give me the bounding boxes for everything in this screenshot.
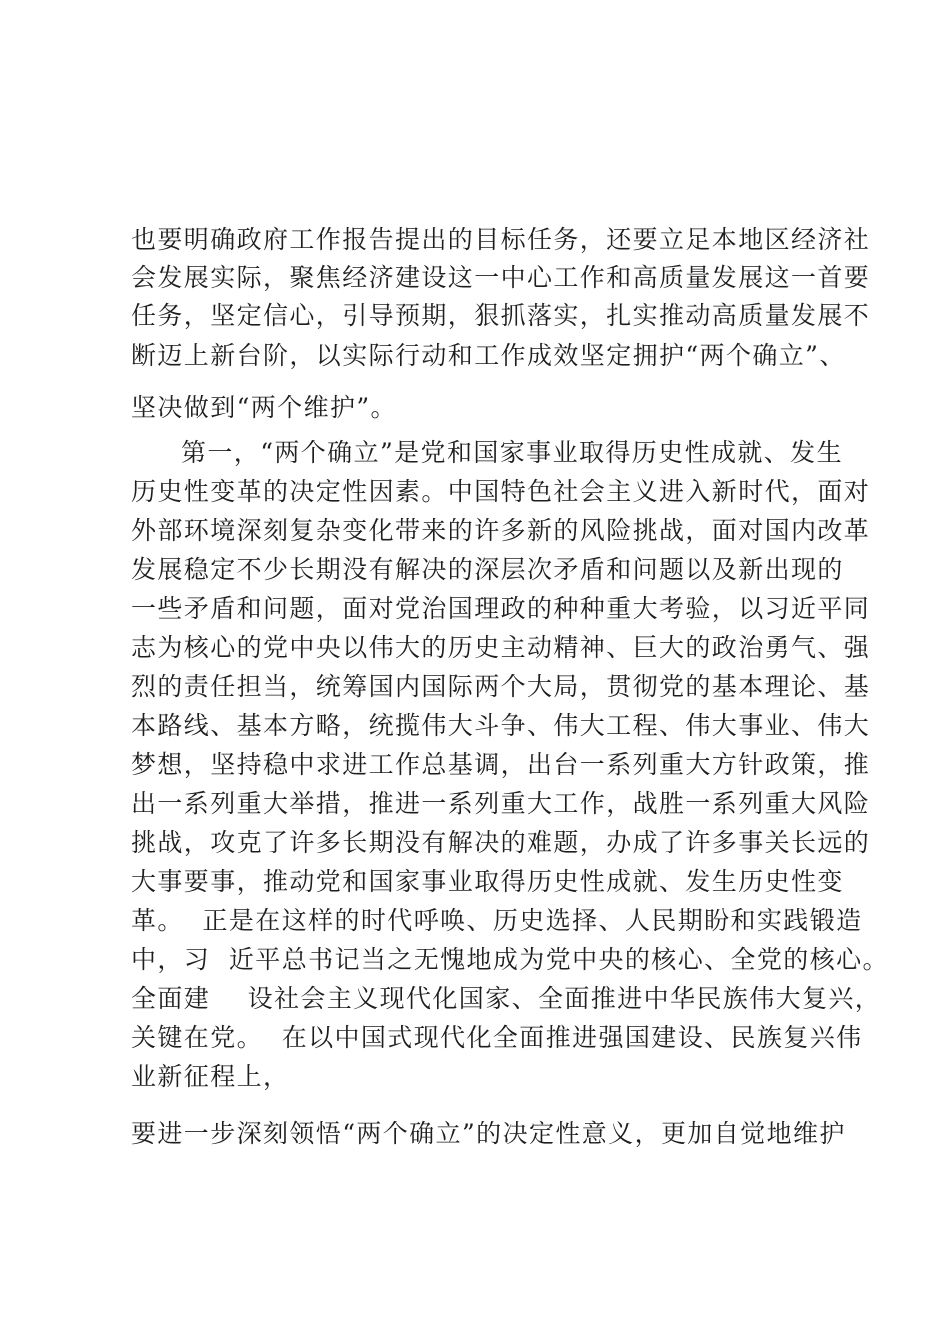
paragraph-line: 出一系列重大举措，推进一系列重大工作，战胜一系列重大风险 — [131, 789, 871, 818]
paragraph-line: 挑战，攻克了许多长期没有解决的难题，办成了许多事关长远的 — [131, 828, 871, 857]
paragraph-line: 全面建 设社会主义现代化国家、全面推进中华民族伟大复兴， — [131, 984, 882, 1013]
paragraph-line: 梦想，坚持稳中求进工作总基调，出台一系列重大方针政策，推 — [131, 750, 871, 779]
paragraph-line: 关键在党。 在以中国式现代化全面推进强国建设、民族复兴伟 — [131, 1023, 863, 1052]
paragraph-line: 革。 正是在这样的时代呼唤、历史选择、人民期盼和实践锻造 — [131, 906, 863, 935]
paragraph-line: 要进一步深刻领悟“两个确立”的决定性意义，更加自觉地维护 — [131, 1119, 846, 1148]
paragraph-line: 志为核心的党中央以伟大的历史主动精神、巨大的政治勇气、强 — [131, 633, 871, 662]
paragraph-line: 任务，坚定信心，引导预期，狠抓落实，扎实推动高质量发展不 — [131, 301, 871, 330]
paragraph-line: 断迈上新台阶，以实际行动和工作成效坚定拥护“两个确立”、 — [131, 341, 846, 370]
paragraph-line: 业新征程上， — [131, 1062, 290, 1091]
paragraph-line: 发展稳定不少长期没有解决的深层次矛盾和问题以及新出现的 — [131, 555, 844, 584]
paragraph-line: 本路线、基本方略，统揽伟大斗争、伟大工程、伟大事业、伟大 — [131, 711, 871, 740]
paragraph-line: 会发展实际，聚焦经济建设这一中心工作和高质量发展这一首要 — [131, 263, 871, 292]
paragraph-line: 第一，“两个确立”是党和国家事业取得历史性成就、发生 — [181, 438, 843, 467]
paragraph-line: 烈的责任担当，统筹国内国际两个大局，贯彻党的基本理论、基 — [131, 672, 871, 701]
paragraph-line: 外部环境深刻复杂变化带来的许多新的风险挑战，面对国内改革 — [131, 516, 871, 545]
paragraph-line: 历史性变革的决定性因素。中国特色社会主义进入新时代，面对 — [131, 477, 871, 506]
paragraph-line: 坚决做到“两个维护”。 — [131, 393, 397, 422]
paragraph-line: 大事要事，推动党和国家事业取得历史性成就、发生历史性变 — [131, 867, 844, 896]
paragraph-line: 一些矛盾和问题，面对党治国理政的种种重大考验，以习近平同 — [131, 594, 871, 623]
paragraph-line: 中，习 近平总书记当之无愧地成为党中央的核心、全党的核心。 — [131, 945, 889, 974]
paragraph-line: 也要明确政府工作报告提出的目标任务，还要立足本地区经济社 — [131, 225, 871, 254]
